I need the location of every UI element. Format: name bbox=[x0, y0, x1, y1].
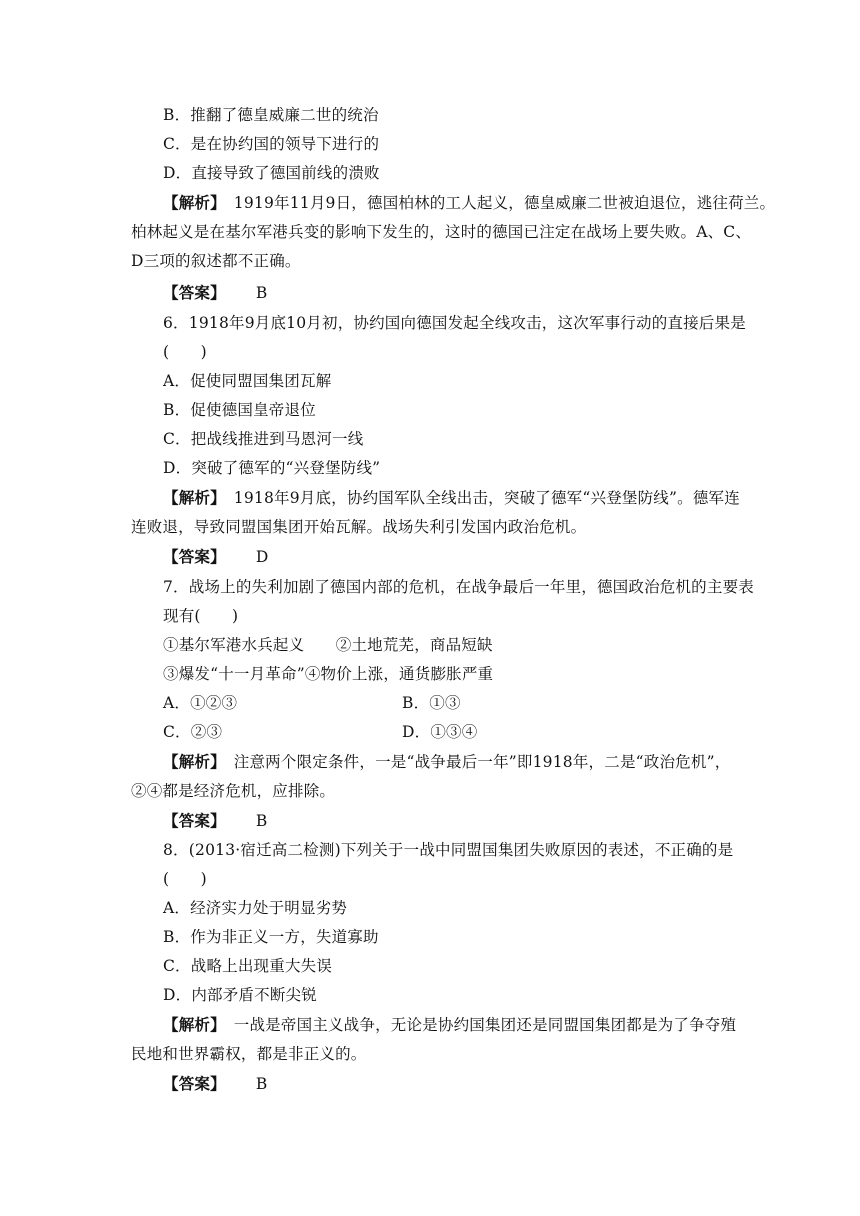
q8-option-b: B．作为非正义一方，失道寡助 bbox=[163, 928, 379, 946]
q7-analysis-line1: 注意两个限定条件，一是“战争最后一年”即1918年，二是“政治危机”， bbox=[218, 753, 731, 771]
q8-stem-line2: ( ) bbox=[163, 870, 207, 888]
q7-option-d: D．①③④ bbox=[402, 723, 478, 741]
q6-option-c: C．把战线推进到马恩河一线 bbox=[163, 430, 364, 448]
q6-option-b: B．促使德国皇帝退位 bbox=[163, 401, 316, 419]
q6-analysis-line2: 连败退，导致同盟国集团开始瓦解。战场失利引发国内政治危机。 bbox=[131, 518, 587, 536]
q7-option-c: C．②③ bbox=[163, 723, 223, 741]
analysis-label: 【解析】 bbox=[163, 1015, 219, 1034]
q5-analysis-line2: 柏林起义是在基尔军港兵变的影响下发生的，这时的德国已注定在战场上要失败。A、C、 bbox=[131, 223, 752, 241]
q8-analysis-line1: 一战是帝国主义战争，无论是协约国集团还是同盟国集团都是为了争夺殖 bbox=[218, 1016, 737, 1034]
q7-option-b: B．①③ bbox=[402, 694, 461, 712]
q6-option-a: A．促使同盟国集团瓦解 bbox=[163, 372, 332, 390]
q7-stem-line2: 现有( ) bbox=[163, 607, 239, 625]
answer-label: 【答案】 bbox=[163, 547, 226, 566]
q5-analysis-line3: D三项的叙述都不正确。 bbox=[131, 252, 301, 270]
q7-option-a: A．①②③ bbox=[163, 694, 238, 712]
q5-answer bbox=[163, 283, 267, 303]
q6-stem-line2: ( ) bbox=[163, 343, 207, 361]
answer-value: B bbox=[255, 284, 268, 302]
q5-analysis-line1: 1919年11月9日，德国柏林的工人起义，德皇威廉二世被迫退位，逃往荷兰。 bbox=[218, 194, 776, 212]
answer-label: 【答案】 bbox=[163, 283, 226, 302]
q8-analysis-line2: 民地和世界霸权，都是非正义的。 bbox=[131, 1045, 367, 1063]
q8-option-c: C．战略上出现重大失误 bbox=[163, 957, 333, 975]
q6-analysis bbox=[163, 488, 740, 508]
q5-option-c: C．是在协约国的领导下进行的 bbox=[163, 135, 380, 153]
q8-stem-line1: 8．(2013·宿迁高二检测)下列关于一战中同盟国集团失败原因的表述，不正确的是 bbox=[163, 841, 734, 859]
answer-label: 【答案】 bbox=[163, 1074, 226, 1093]
q7-analysis bbox=[163, 752, 730, 772]
q8-analysis bbox=[163, 1015, 736, 1035]
q7-answer bbox=[163, 811, 267, 831]
q6-option-d: D．突破了德军的“兴登堡防线” bbox=[163, 459, 381, 477]
q7-item-line1: ①基尔军港水兵起义 ②土地荒芜，商品短缺 bbox=[163, 636, 493, 654]
answer-value: B bbox=[255, 812, 268, 830]
q5-analysis bbox=[163, 193, 775, 213]
answer-value: B bbox=[255, 1075, 268, 1093]
answer-value: D bbox=[255, 548, 269, 566]
q5-option-b: B．推翻了德皇威廉二世的统治 bbox=[163, 106, 379, 124]
q8-option-a: A．经济实力处于明显劣势 bbox=[163, 899, 348, 917]
q6-answer bbox=[163, 547, 268, 567]
answer-label: 【答案】 bbox=[163, 811, 226, 830]
q6-analysis-line1: 1918年9月底，协约国军队全线出击，突破了德军“兴登堡防线”。德军连 bbox=[218, 489, 740, 507]
analysis-label: 【解析】 bbox=[163, 752, 219, 771]
q8-option-d: D．内部矛盾不断尖锐 bbox=[163, 986, 317, 1004]
analysis-label: 【解析】 bbox=[163, 193, 219, 212]
analysis-label: 【解析】 bbox=[163, 488, 219, 507]
q7-item-line2: ③爆发“十一月革命”④物价上涨，通货膨胀严重 bbox=[163, 665, 494, 683]
q5-option-d: D．直接导致了德国前线的溃败 bbox=[163, 164, 380, 182]
q7-stem-line1: 7．战场上的失利加剧了德国内部的危机，在战争最后一年里，德国政治危机的主要表 bbox=[163, 578, 754, 596]
q8-answer bbox=[163, 1074, 267, 1094]
q7-analysis-line2: ②④都是经济危机，应排除。 bbox=[131, 782, 336, 800]
q6-stem-line1: 6．1918年9月底10月初，协约国向德国发起全线攻击，这次军事行动的直接后果是 bbox=[163, 314, 746, 332]
